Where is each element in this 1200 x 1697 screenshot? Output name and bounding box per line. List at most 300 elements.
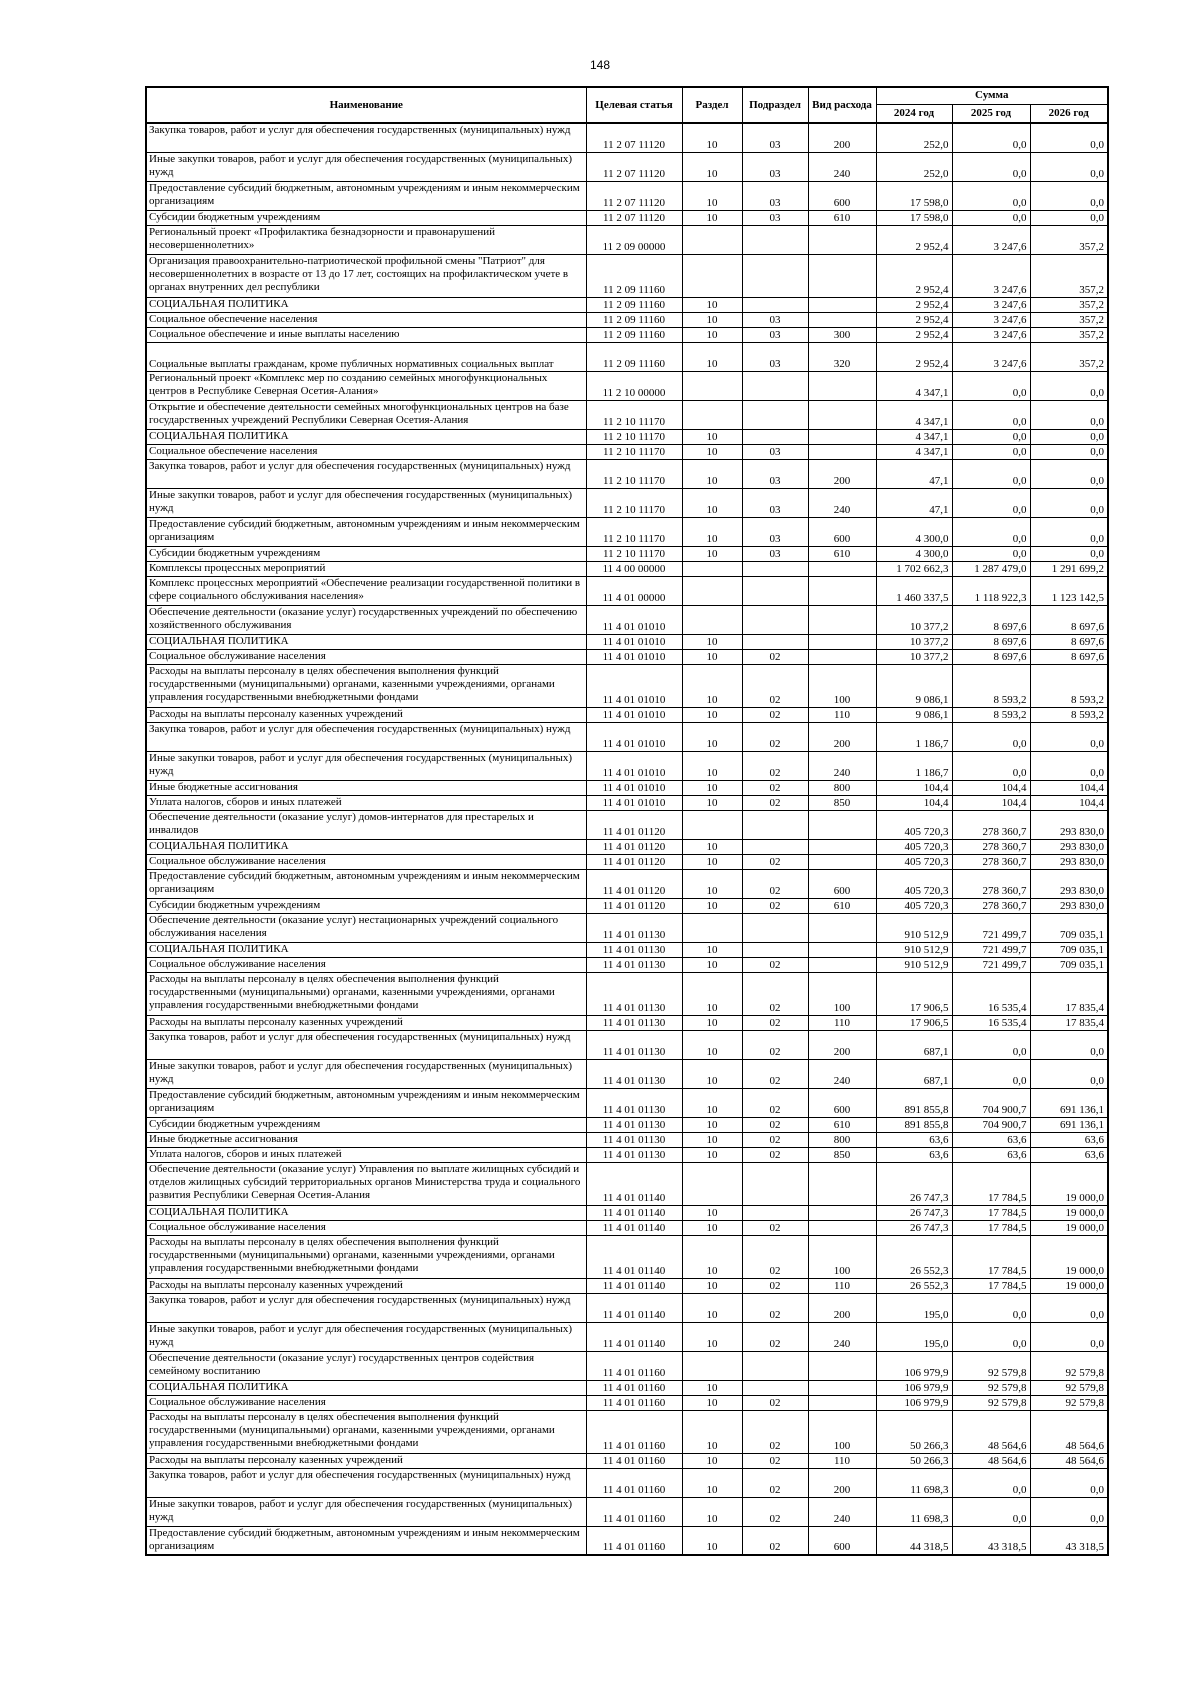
table-row <box>146 327 1108 342</box>
cell-subsection: 02 <box>742 1395 808 1410</box>
cell-sum-2025: 0,0 <box>952 1322 1030 1351</box>
cell-sum-2024: 4 347,1 <box>876 444 952 459</box>
table-row <box>146 342 1108 371</box>
cell-sum-2025: 3 247,6 <box>952 312 1030 327</box>
cell-subsection: 02 <box>742 1220 808 1235</box>
cell-subsection <box>742 913 808 942</box>
cell-sum-2026: 0,0 <box>1030 751 1108 780</box>
cell-sum-2024: 2 952,4 <box>876 225 952 254</box>
cell-expense-type: 610 <box>808 898 876 913</box>
cell-expense-type: 100 <box>808 1235 876 1278</box>
cell-sum-2025: 17 784,5 <box>952 1205 1030 1220</box>
cell-sum-2026: 0,0 <box>1030 1059 1108 1088</box>
cell-target-article: 11 2 10 11170 <box>586 488 682 517</box>
cell-sum-2024: 106 979,9 <box>876 1380 952 1395</box>
cell-name: Иные закупки товаров, работ и услуг для обеспечения государственных (муниципальных) нужд <box>146 1497 586 1526</box>
cell-name: Комплексы процессных мероприятий <box>146 561 586 576</box>
cell-sum-2025: 721 499,7 <box>952 913 1030 942</box>
cell-name: Предоставление субсидий бюджетным, автономным учреждениям и иным некоммерческим организациям <box>146 181 586 210</box>
cell-sum-2025: 704 900,7 <box>952 1088 1030 1117</box>
cell-sum-2024: 26 747,3 <box>876 1220 952 1235</box>
cell-expense-type <box>808 400 876 429</box>
cell-expense-type: 600 <box>808 181 876 210</box>
cell-section <box>682 810 742 839</box>
cell-expense-type <box>808 854 876 869</box>
cell-section <box>682 605 742 634</box>
cell-target-article: 11 4 01 01130 <box>586 1147 682 1162</box>
cell-target-article: 11 2 09 11160 <box>586 312 682 327</box>
cell-sum-2026: 48 564,6 <box>1030 1453 1108 1468</box>
table-row <box>146 488 1108 517</box>
cell-target-article: 11 2 09 11160 <box>586 297 682 312</box>
cell-target-article: 11 4 01 00000 <box>586 576 682 605</box>
cell-expense-type <box>808 913 876 942</box>
cell-section: 10 <box>682 429 742 444</box>
cell-sum-2025: 104,4 <box>952 780 1030 795</box>
cell-section <box>682 225 742 254</box>
cell-sum-2026: 0,0 <box>1030 1468 1108 1497</box>
cell-section: 10 <box>682 1117 742 1132</box>
cell-sum-2024: 891 855,8 <box>876 1117 952 1132</box>
cell-subsection: 02 <box>742 1410 808 1453</box>
cell-sum-2024: 10 377,2 <box>876 649 952 664</box>
cell-target-article: 11 4 01 01010 <box>586 664 682 707</box>
cell-subsection <box>742 1205 808 1220</box>
table-row <box>146 1015 1108 1030</box>
cell-sum-2025: 3 247,6 <box>952 342 1030 371</box>
cell-name: Закупка товаров, работ и услуг для обеспечения государственных (муниципальных) нужд <box>146 1468 586 1497</box>
cell-target-article: 11 4 01 01130 <box>586 1132 682 1147</box>
cell-expense-type: 240 <box>808 1497 876 1526</box>
cell-target-article: 11 4 01 01010 <box>586 795 682 810</box>
cell-target-article: 11 4 01 01130 <box>586 1030 682 1059</box>
cell-expense-type: 200 <box>808 722 876 751</box>
cell-name: Социальное обеспечение населения <box>146 312 586 327</box>
cell-subsection: 02 <box>742 1293 808 1322</box>
cell-target-article: 11 2 09 00000 <box>586 225 682 254</box>
cell-section: 10 <box>682 1278 742 1293</box>
cell-subsection: 03 <box>742 152 808 181</box>
cell-sum-2024: 195,0 <box>876 1322 952 1351</box>
cell-sum-2026: 48 564,6 <box>1030 1410 1108 1453</box>
cell-section: 10 <box>682 444 742 459</box>
cell-section: 10 <box>682 751 742 780</box>
cell-name: Иные бюджетные ассигнования <box>146 780 586 795</box>
cell-section: 10 <box>682 342 742 371</box>
cell-subsection: 02 <box>742 780 808 795</box>
cell-sum-2025: 0,0 <box>952 751 1030 780</box>
cell-section: 10 <box>682 634 742 649</box>
cell-name: Закупка товаров, работ и услуг для обеспечения государственных (муниципальных) нужд <box>146 1293 586 1322</box>
table-row <box>146 1468 1108 1497</box>
cell-sum-2025: 704 900,7 <box>952 1117 1030 1132</box>
cell-target-article: 11 4 01 01140 <box>586 1205 682 1220</box>
cell-sum-2026: 0,0 <box>1030 1322 1108 1351</box>
table-row <box>146 722 1108 751</box>
cell-subsection: 02 <box>742 1030 808 1059</box>
cell-subsection: 03 <box>742 459 808 488</box>
cell-name: Расходы на выплаты персоналу в целях обеспечения выполнения функций государственными (муниципальными) органами, казенными учреждениями, органами управления государственными внебюджетными фондами <box>146 1235 586 1278</box>
cell-sum-2024: 687,1 <box>876 1030 952 1059</box>
cell-sum-2026: 293 830,0 <box>1030 810 1108 839</box>
cell-sum-2025: 0,0 <box>952 210 1030 225</box>
cell-sum-2025: 0,0 <box>952 546 1030 561</box>
cell-name: Расходы на выплаты персоналу казенных учреждений <box>146 1015 586 1030</box>
cell-section: 10 <box>682 795 742 810</box>
budget-table <box>145 86 1109 1556</box>
cell-name: Субсидии бюджетным учреждениям <box>146 898 586 913</box>
table-row <box>146 707 1108 722</box>
cell-sum-2024: 26 552,3 <box>876 1235 952 1278</box>
cell-sum-2024: 405 720,3 <box>876 898 952 913</box>
cell-sum-2025: 8 697,6 <box>952 634 1030 649</box>
cell-target-article: 11 2 10 00000 <box>586 371 682 400</box>
cell-expense-type: 610 <box>808 210 876 225</box>
cell-subsection: 02 <box>742 957 808 972</box>
cell-sum-2024: 50 266,3 <box>876 1453 952 1468</box>
cell-name: Предоставление субсидий бюджетным, автономным учреждениям и иным некоммерческим организациям <box>146 1526 586 1555</box>
cell-subsection: 03 <box>742 488 808 517</box>
cell-subsection <box>742 1162 808 1205</box>
cell-sum-2025: 0,0 <box>952 444 1030 459</box>
cell-sum-2024: 104,4 <box>876 780 952 795</box>
cell-subsection <box>742 634 808 649</box>
cell-target-article: 11 4 01 01010 <box>586 707 682 722</box>
cell-name: Расходы на выплаты персоналу казенных учреждений <box>146 707 586 722</box>
cell-sum-2025: 63,6 <box>952 1147 1030 1162</box>
cell-sum-2025: 3 247,6 <box>952 327 1030 342</box>
cell-section: 10 <box>682 1410 742 1453</box>
table-row <box>146 123 1108 152</box>
cell-expense-type <box>808 1380 876 1395</box>
cell-sum-2026: 357,2 <box>1030 312 1108 327</box>
cell-sum-2025: 0,0 <box>952 429 1030 444</box>
cell-name: Предоставление субсидий бюджетным, автономным учреждениям и иным некоммерческим организациям <box>146 517 586 546</box>
cell-subsection <box>742 254 808 297</box>
cell-sum-2024: 4 347,1 <box>876 371 952 400</box>
cell-section: 10 <box>682 707 742 722</box>
cell-sum-2025: 3 247,6 <box>952 297 1030 312</box>
cell-expense-type <box>808 1205 876 1220</box>
cell-target-article: 11 4 01 01010 <box>586 605 682 634</box>
cell-sum-2026: 0,0 <box>1030 429 1108 444</box>
cell-name: Иные закупки товаров, работ и услуг для обеспечения государственных (муниципальных) нужд <box>146 751 586 780</box>
cell-sum-2026: 293 830,0 <box>1030 898 1108 913</box>
cell-subsection: 02 <box>742 898 808 913</box>
cell-sum-2026: 63,6 <box>1030 1132 1108 1147</box>
cell-sum-2024: 17 598,0 <box>876 210 952 225</box>
cell-expense-type <box>808 312 876 327</box>
cell-subsection <box>742 400 808 429</box>
table-row <box>146 869 1108 898</box>
cell-expense-type <box>808 634 876 649</box>
cell-target-article: 11 4 01 01130 <box>586 1088 682 1117</box>
cell-expense-type <box>808 839 876 854</box>
table-row <box>146 1410 1108 1453</box>
cell-section: 10 <box>682 297 742 312</box>
cell-section: 10 <box>682 327 742 342</box>
cell-section: 10 <box>682 1395 742 1410</box>
cell-target-article: 11 4 01 01160 <box>586 1410 682 1453</box>
table-row <box>146 605 1108 634</box>
cell-expense-type: 100 <box>808 972 876 1015</box>
cell-sum-2024: 10 377,2 <box>876 605 952 634</box>
cell-name: Иные бюджетные ассигнования <box>146 1132 586 1147</box>
cell-sum-2026: 19 000,0 <box>1030 1220 1108 1235</box>
cell-target-article: 11 4 01 01010 <box>586 751 682 780</box>
cell-name: Расходы на выплаты персоналу казенных учреждений <box>146 1453 586 1468</box>
cell-target-article: 11 4 01 01120 <box>586 839 682 854</box>
cell-sum-2026: 17 835,4 <box>1030 972 1108 1015</box>
cell-sum-2024: 44 318,5 <box>876 1526 952 1555</box>
table-row <box>146 444 1108 459</box>
cell-sum-2026: 92 579,8 <box>1030 1351 1108 1380</box>
cell-sum-2025: 0,0 <box>952 1030 1030 1059</box>
cell-target-article: 11 4 01 01160 <box>586 1395 682 1410</box>
cell-sum-2025: 1 287 479,0 <box>952 561 1030 576</box>
cell-section <box>682 254 742 297</box>
cell-sum-2025: 0,0 <box>952 1497 1030 1526</box>
cell-expense-type <box>808 1395 876 1410</box>
cell-sum-2026: 8 697,6 <box>1030 649 1108 664</box>
cell-section <box>682 576 742 605</box>
cell-subsection <box>742 942 808 957</box>
cell-target-article: 11 2 07 11120 <box>586 123 682 152</box>
cell-section: 10 <box>682 1526 742 1555</box>
cell-section <box>682 1162 742 1205</box>
cell-sum-2026: 1 291 699,2 <box>1030 561 1108 576</box>
cell-name: Закупка товаров, работ и услуг для обеспечения государственных (муниципальных) нужд <box>146 123 586 152</box>
cell-sum-2024: 405 720,3 <box>876 810 952 839</box>
cell-section: 10 <box>682 1147 742 1162</box>
cell-target-article: 11 2 10 11170 <box>586 546 682 561</box>
cell-sum-2024: 63,6 <box>876 1132 952 1147</box>
cell-sum-2024: 50 266,3 <box>876 1410 952 1453</box>
cell-section: 10 <box>682 123 742 152</box>
cell-section: 10 <box>682 649 742 664</box>
cell-sum-2024: 2 952,4 <box>876 297 952 312</box>
cell-name: СОЦИАЛЬНАЯ ПОЛИТИКА <box>146 839 586 854</box>
cell-target-article: 11 4 01 01130 <box>586 942 682 957</box>
cell-section: 10 <box>682 780 742 795</box>
cell-sum-2025: 92 579,8 <box>952 1351 1030 1380</box>
table-row <box>146 1147 1108 1162</box>
cell-subsection: 02 <box>742 1088 808 1117</box>
table-row <box>146 664 1108 707</box>
table-row <box>146 1453 1108 1468</box>
table-row <box>146 181 1108 210</box>
table-row <box>146 152 1108 181</box>
cell-subsection: 03 <box>742 312 808 327</box>
cell-sum-2024: 11 698,3 <box>876 1468 952 1497</box>
cell-sum-2025: 278 360,7 <box>952 898 1030 913</box>
cell-subsection <box>742 810 808 839</box>
cell-sum-2025: 104,4 <box>952 795 1030 810</box>
cell-target-article: 11 4 01 01140 <box>586 1220 682 1235</box>
cell-target-article: 11 4 01 01160 <box>586 1380 682 1395</box>
cell-sum-2025: 63,6 <box>952 1132 1030 1147</box>
cell-sum-2024: 106 979,9 <box>876 1351 952 1380</box>
cell-sum-2025: 0,0 <box>952 722 1030 751</box>
table-row <box>146 780 1108 795</box>
cell-target-article: 11 4 01 01160 <box>586 1497 682 1526</box>
cell-sum-2024: 1 702 662,3 <box>876 561 952 576</box>
table-row <box>146 751 1108 780</box>
cell-subsection: 02 <box>742 707 808 722</box>
cell-target-article: 11 4 01 01010 <box>586 780 682 795</box>
table-row <box>146 649 1108 664</box>
cell-subsection: 02 <box>742 664 808 707</box>
cell-subsection: 03 <box>742 327 808 342</box>
table-row <box>146 1235 1108 1278</box>
header-sum: Сумма <box>876 87 1108 104</box>
cell-sum-2025: 0,0 <box>952 488 1030 517</box>
cell-sum-2025: 92 579,8 <box>952 1380 1030 1395</box>
cell-sum-2024: 405 720,3 <box>876 854 952 869</box>
cell-expense-type: 100 <box>808 1410 876 1453</box>
cell-section: 10 <box>682 854 742 869</box>
cell-sum-2025: 17 784,5 <box>952 1162 1030 1205</box>
cell-expense-type: 110 <box>808 1015 876 1030</box>
cell-expense-type <box>808 605 876 634</box>
cell-target-article: 11 4 01 01160 <box>586 1468 682 1497</box>
table-row <box>146 854 1108 869</box>
cell-section: 10 <box>682 1088 742 1117</box>
cell-sum-2026: 709 035,1 <box>1030 942 1108 957</box>
table-row <box>146 225 1108 254</box>
cell-name: Обеспечение деятельности (оказание услуг) Управления по выплате жилищных субсидий и отделов жилищных субсидий территориальных органов Министерства труда и социального развития Республики Северная Осетия-Алания <box>146 1162 586 1205</box>
cell-subsection: 03 <box>742 444 808 459</box>
cell-section: 10 <box>682 839 742 854</box>
cell-sum-2026: 293 830,0 <box>1030 869 1108 898</box>
cell-name: СОЦИАЛЬНАЯ ПОЛИТИКА <box>146 297 586 312</box>
cell-sum-2024: 47,1 <box>876 488 952 517</box>
cell-sum-2025: 48 564,6 <box>952 1410 1030 1453</box>
table-row <box>146 810 1108 839</box>
cell-sum-2026: 92 579,8 <box>1030 1380 1108 1395</box>
table-row <box>146 1278 1108 1293</box>
cell-expense-type <box>808 254 876 297</box>
cell-subsection: 02 <box>742 722 808 751</box>
cell-expense-type: 610 <box>808 546 876 561</box>
cell-sum-2024: 910 512,9 <box>876 957 952 972</box>
cell-sum-2026: 19 000,0 <box>1030 1162 1108 1205</box>
cell-expense-type: 110 <box>808 1453 876 1468</box>
cell-sum-2024: 47,1 <box>876 459 952 488</box>
cell-expense-type: 200 <box>808 1293 876 1322</box>
cell-sum-2024: 9 086,1 <box>876 664 952 707</box>
header-year-2026: 2026 год <box>1030 104 1108 123</box>
cell-target-article: 11 4 01 01140 <box>586 1235 682 1278</box>
cell-sum-2025: 17 784,5 <box>952 1278 1030 1293</box>
cell-sum-2024: 17 906,5 <box>876 972 952 1015</box>
cell-target-article: 11 4 01 01130 <box>586 1015 682 1030</box>
cell-section: 10 <box>682 488 742 517</box>
table-row <box>146 972 1108 1015</box>
cell-sum-2026: 0,0 <box>1030 1030 1108 1059</box>
cell-target-article: 11 2 10 11170 <box>586 400 682 429</box>
cell-name: Иные закупки товаров, работ и услуг для обеспечения государственных (муниципальных) нужд <box>146 152 586 181</box>
cell-sum-2025: 43 318,5 <box>952 1526 1030 1555</box>
cell-sum-2025: 0,0 <box>952 152 1030 181</box>
cell-subsection <box>742 561 808 576</box>
cell-sum-2024: 9 086,1 <box>876 707 952 722</box>
cell-name: Иные закупки товаров, работ и услуг для обеспечения государственных (муниципальных) нужд <box>146 1322 586 1351</box>
cell-name: Обеспечение деятельности (оказание услуг) государственных учреждений по обеспечению хозяйственного обслуживания <box>146 605 586 634</box>
cell-name: Расходы на выплаты персоналу казенных учреждений <box>146 1278 586 1293</box>
cell-sum-2026: 0,0 <box>1030 722 1108 751</box>
cell-subsection <box>742 225 808 254</box>
cell-sum-2025: 48 564,6 <box>952 1453 1030 1468</box>
cell-sum-2026: 0,0 <box>1030 1497 1108 1526</box>
table-row <box>146 1059 1108 1088</box>
header-year-2025: 2025 год <box>952 104 1030 123</box>
cell-sum-2024: 1 186,7 <box>876 751 952 780</box>
cell-sum-2025: 8 697,6 <box>952 605 1030 634</box>
cell-name: Иные закупки товаров, работ и услуг для обеспечения государственных (муниципальных) нужд <box>146 488 586 517</box>
cell-sum-2025: 16 535,4 <box>952 1015 1030 1030</box>
cell-name: Обеспечение деятельности (оказание услуг) домов-интернатов для престарелых и инвалидов <box>146 810 586 839</box>
cell-name: Обеспечение деятельности (оказание услуг) нестационарных учреждений социального обслуживания населения <box>146 913 586 942</box>
cell-name: СОЦИАЛЬНАЯ ПОЛИТИКА <box>146 634 586 649</box>
cell-sum-2024: 4 300,0 <box>876 546 952 561</box>
cell-sum-2025: 0,0 <box>952 400 1030 429</box>
cell-subsection <box>742 605 808 634</box>
table-row <box>146 576 1108 605</box>
cell-sum-2026: 0,0 <box>1030 371 1108 400</box>
cell-name: Социальное обеспечение населения <box>146 444 586 459</box>
cell-section: 10 <box>682 181 742 210</box>
header-expense-type: Вид расхода <box>808 87 876 123</box>
cell-target-article: 11 2 10 11170 <box>586 459 682 488</box>
cell-sum-2026: 293 830,0 <box>1030 854 1108 869</box>
cell-sum-2024: 891 855,8 <box>876 1088 952 1117</box>
cell-section: 10 <box>682 722 742 751</box>
table-row <box>146 942 1108 957</box>
cell-subsection <box>742 429 808 444</box>
cell-sum-2025: 278 360,7 <box>952 854 1030 869</box>
cell-name: Социальные выплаты гражданам, кроме публичных нормативных социальных выплат <box>146 342 586 371</box>
cell-sum-2026: 691 136,1 <box>1030 1088 1108 1117</box>
cell-sum-2025: 8 697,6 <box>952 649 1030 664</box>
cell-subsection: 02 <box>742 854 808 869</box>
header-target-article: Целевая статья <box>586 87 682 123</box>
cell-subsection: 02 <box>742 1117 808 1132</box>
cell-target-article: 11 4 01 01140 <box>586 1162 682 1205</box>
cell-expense-type <box>808 1162 876 1205</box>
cell-subsection: 02 <box>742 1322 808 1351</box>
cell-expense-type: 200 <box>808 1468 876 1497</box>
cell-target-article: 11 4 01 01130 <box>586 957 682 972</box>
cell-name: СОЦИАЛЬНАЯ ПОЛИТИКА <box>146 1380 586 1395</box>
cell-section: 10 <box>682 546 742 561</box>
cell-expense-type <box>808 957 876 972</box>
cell-sum-2025: 17 784,5 <box>952 1235 1030 1278</box>
cell-section: 10 <box>682 869 742 898</box>
table-row <box>146 839 1108 854</box>
cell-subsection: 02 <box>742 1059 808 1088</box>
cell-expense-type <box>808 810 876 839</box>
cell-sum-2024: 11 698,3 <box>876 1497 952 1526</box>
cell-expense-type: 200 <box>808 459 876 488</box>
cell-subsection: 03 <box>742 517 808 546</box>
table-row <box>146 634 1108 649</box>
cell-sum-2026: 104,4 <box>1030 780 1108 795</box>
cell-subsection: 03 <box>742 342 808 371</box>
table-row <box>146 957 1108 972</box>
cell-subsection: 02 <box>742 972 808 1015</box>
cell-sum-2024: 4 347,1 <box>876 429 952 444</box>
